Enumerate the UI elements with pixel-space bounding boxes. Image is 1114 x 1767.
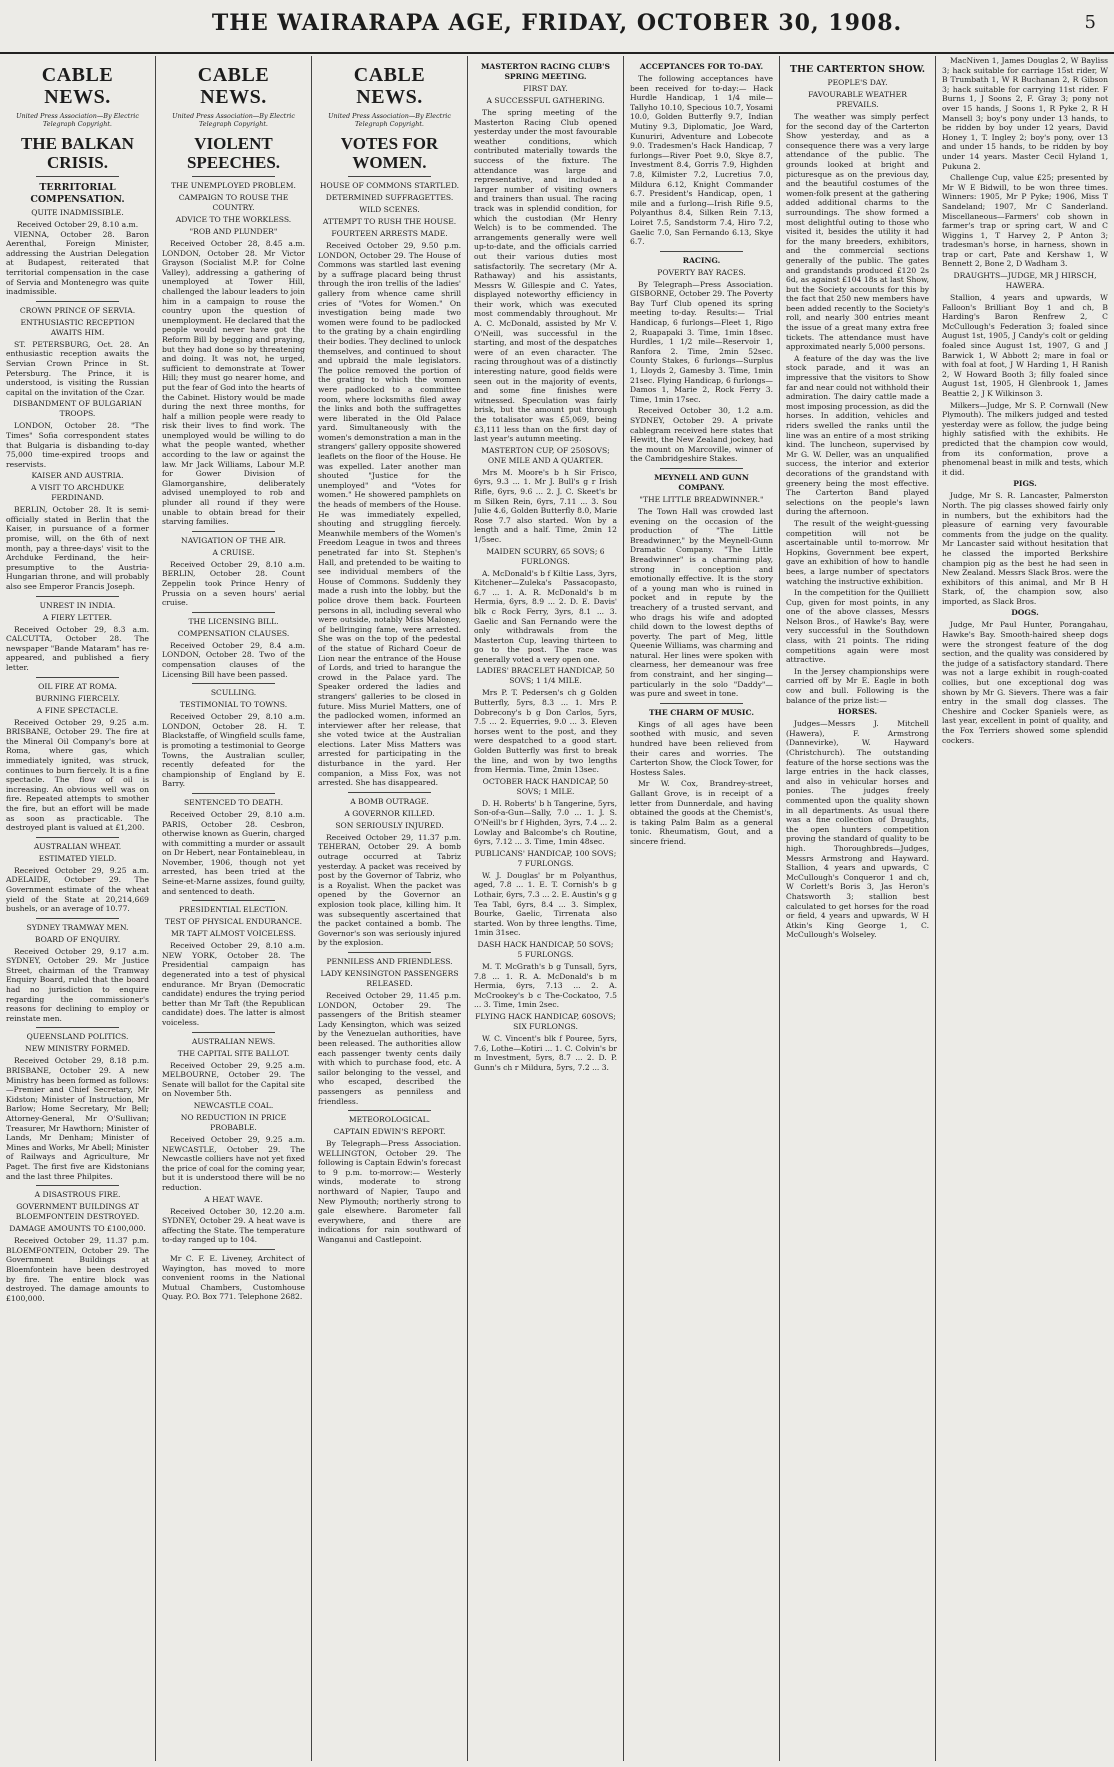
- article-title: THE CARTERTON SHOW.: [789, 64, 926, 75]
- subheading: RACING.: [682, 255, 721, 265]
- article-paragraph: In the competition for the Quilliett Cup, given for most points, in any one of the above classes, Messrs Nelson Bros., of Hawke's Bay, were very successful in the Southdown class, with 21 points. The riding competitions again were most attractive.: [786, 588, 929, 665]
- column-4: [474, 56, 617, 1761]
- article-paragraph: ST. PETERSBURG, Oct. 28. An enthusiastic reception awaits the Servian Crown Prince in St. Petersburg. The Prince, it is understood, is visiting the Russian capital on the invitation of the Czar.: [6, 339, 149, 397]
- article-paragraph: By Telegraph—Press Association. WELLINGTON, October 29. The following is Captain Edwin's forecast to 9 p.m. to-morrow:— Westerly winds, moderate to strong northward of Napier, Taupo and New Plymouth; northerly strong to gale elsewhere. Barometer fall everywhere, and there are indications for rain southward of Wanganui and Castlepoint.: [318, 1139, 461, 1245]
- article-paragraph: Judge, Mr Paul Hunter, Porangahau, Hawke's Bay. Smooth-haired sheep dogs were the strongest feature of the dog section, and the quality was considered by the judge of a satisfactory standard. There was not a large exhibit in rough-coated collies, but one exceptional dog was shown by Mr G. Sievers. There was a fair entry in the small dog classes. The Cheshire and Cocker Spaniels were, as last year, excellent in point of quality, and the Fox Terriers showed some splendid cockers.: [942, 620, 1108, 745]
- divider: [192, 900, 275, 901]
- column-7: [942, 56, 1108, 1761]
- subheading: A SUCCESSFUL GATHERING.: [486, 96, 605, 105]
- subheading: A CRUISE.: [212, 547, 255, 557]
- subheading: A VISIT TO ARCHDUKE FERDINAND.: [30, 483, 125, 503]
- divider: [36, 176, 119, 177]
- subheading: DETERMINED SUFFRAGETTES.: [325, 193, 454, 202]
- subheading: AUSTRALIAN WHEAT.: [33, 841, 122, 851]
- divider: [192, 612, 275, 613]
- article-paragraph: Received October 29, 8.18 p.m. BRISBANE, October 29. A new Ministry has been formed as follows:—Premier and Chief Secretary, Mr Kidston; Minister of Instruction, Mr Barlow; Home Secretary, Mr Bell; Attorney-General, Mr O'Sullivan; Treasurer, Mr Hawthorn; Minister of Lands, Mr Denham; Minister of Mines and Works, Mr Abell; Minister of Railways and Agriculture, Mr Paget. The first five are Kidstonians and the last three Philpites.: [6, 1056, 149, 1181]
- subheading: THE CAPITAL SITE BALLOT.: [177, 1048, 290, 1058]
- divider: [192, 793, 275, 794]
- divider: [36, 301, 119, 302]
- article-paragraph: Received October 29, 11.37 p.m. TEHERAN, October 29. A bomb outrage occurred at Tabriz yesterday. A packet was received by post by the Governor of Tabriz, who is a Royalist. When the packet was opened by the Governor an explosion took place, killing him. It was subsequently ascertained that the packet contained a bomb. The Governor's son was seriously injured by the explosion.: [318, 832, 461, 948]
- article-paragraph: D. H. Roberts' b h Tangerine, 5yrs, Son-of-a-Gun—Sally, 7.0 ... 1. J. S. O'Neill's br f Highden, 3yrs, 7.4 ... 2. Lowlay and Balcombe's ch Routine, 6yrs, 7.12 ... 3. Time, 1min 48sec.: [474, 798, 617, 847]
- column-heading: CABLE NEWS.: [197, 64, 270, 108]
- subheading: AUSTRALIAN NEWS.: [191, 1036, 276, 1046]
- subheading: POVERTY BAY RACES.: [657, 267, 746, 277]
- article-paragraph: Mrs P. T. Pedersen's ch g Golden Butterfly, 5yrs, 8.3 ... 1. Mrs P. Dobrecony's b g Don Carlos, 5yrs, 7.5 ... 2. Equerries, 9.0 ... 3. Eleven horses went to the post, and they were despatched to a good start. Golden Butterfly was first to break the line, and won by two lengths from Hermia. Time, 2min 13sec.: [474, 688, 617, 775]
- article-paragraph: Stallion, 4 years and upwards, W Falloon's Brilliant Boy 1 and ch, B Harding's Baron Renfrew 2, C McCullough's Federation 3; foaled since August 1st, 1905, J Candy's colt or gelding foaled since August 1st, 1907, G and J Barwick 1, W Abbott 2; mare in foal or with foal at foot, J W Harding 1, H Ranish 2, W Howard Booth 3; filly foaled since August 1st, 1905, H Glenbrook 1, James Beattie 2, J K Wilkinson 3.: [942, 293, 1108, 398]
- subheading: A FIERY LETTER.: [42, 612, 113, 622]
- subheading: METEOROLOGICAL.: [348, 1115, 431, 1125]
- subheading: SENTENCED TO DEATH.: [183, 797, 283, 807]
- subheading: LADY KENSINGTON PASSENGERS RELEASED.: [320, 968, 459, 988]
- article-paragraph: W. C. Vincent's blk f Pouree, 5yrs, 7.6, Lothe—Kotiri ... 1. C. Colvin's br m Investment, 5yrs, 8.7 ... 2. D. P. Gunn's ch r Mildura, 5yrs, 7.2 ... 3.: [474, 1033, 617, 1072]
- column-2: [162, 56, 305, 1761]
- divider: [192, 683, 275, 684]
- column-rule: [779, 56, 780, 1761]
- subheading: ADVICE TO THE WORKLESS.: [175, 215, 292, 224]
- subheading: DISBANDMENT OF BULGARIAN TROOPS.: [13, 399, 142, 419]
- subheading: DAMAGE AMOUNTS TO £100,000.: [9, 1224, 146, 1234]
- subheading: FAVOURABLE WEATHER PREVAILS.: [808, 90, 907, 109]
- credit-line: United Press Association—By Electric Telegraph Copyright.: [172, 112, 295, 128]
- subheading: OIL FIRE AT ROMA.: [38, 681, 117, 691]
- column-rule: [155, 56, 156, 1761]
- subheading: ESTIMATED YIELD.: [38, 853, 117, 863]
- subheading: DRAUGHTS—JUDGE, MR J HIRSCH, HAWERA.: [953, 271, 1097, 291]
- divider: [36, 677, 119, 678]
- column-rule: [311, 56, 312, 1761]
- divider: [348, 1110, 431, 1111]
- subheading: FLYING HACK HANDICAP, 60SOVS; SIX FURLONGS.: [475, 1011, 616, 1031]
- article-paragraph: Received October 29, 8.10 a.m. BERLIN, October 28. Count Zeppelin took Prince Henry of Prussia on a seven hours' aerial cruise.: [162, 559, 305, 608]
- article-paragraph: Received October 29, 11.45 p.m. LONDON, October 29. The passengers of the British steamer Lady Kensington, which was seized by the Venezuelan authorities, have been released. The authorities allow each passenger twenty cents daily with which to purchase food, etc. A sailor belonging to the vessel, and who escaped, described the passengers as penniless and friendless.: [318, 990, 461, 1106]
- subheading: "ROB AND PLUNDER": [189, 227, 278, 236]
- subheading: ATTEMPT TO RUSH THE HOUSE.: [322, 217, 457, 226]
- divider: [348, 176, 431, 177]
- subheading: TEST OF PHYSICAL ENDURANCE.: [164, 917, 303, 927]
- article-title: VOTES FOR WOMEN.: [340, 134, 439, 172]
- article-paragraph: Mr W. Cox, Brandrey-street, Gallant Grove, is in receipt of a letter from Dunnerdale, and having obtained the goods at the Chemist's, is taking Palm Balm as a general tonic. Rheumatism, Gout, and a sincere friend.: [630, 779, 773, 846]
- subheading: NEWCASTLE COAL.: [193, 1100, 274, 1110]
- subheading: DASH HACK HANDICAP, 50 SOVS; 5 FURLONGS.: [477, 939, 614, 959]
- subheading: NEW MINISTRY FORMED.: [25, 1044, 130, 1054]
- divider: [192, 1249, 275, 1250]
- subheading: MAIDEN SCURRY, 65 SOVS; 6 FURLONGS.: [486, 546, 605, 566]
- subheading: KAISER AND AUSTRIA.: [31, 471, 124, 481]
- column-5: [630, 56, 773, 1761]
- divider: [348, 952, 431, 953]
- divider: [36, 596, 119, 597]
- divider: [36, 918, 119, 919]
- article-paragraph: Received October 29, 9.25 a.m. MELBOURNE, October 29. The Senate will ballot for the Capital site on November 5th.: [162, 1060, 305, 1099]
- divider: [348, 792, 431, 793]
- divider: [660, 703, 743, 704]
- subheading: HORSES.: [837, 707, 878, 717]
- article-paragraph: The following acceptances have been received for to-day:— Hack Hurdle Handicap, 1 1/4 mile—Tallyho 10.10, Specious 10.7, Yosami 10.0, Golden Butterfly 9.7, Indian Mutiny 9.3, Diplomatic, Joe Ward, Kunuriri, Adventure and Lobecote 9.0. Tradesmen's Hack Handicap, 7 furlongs—River Poet 9.0, Skye 8.7, Investment 8.4, Gorris 7.9, Highden 7.8, Kilmister 7.2, Lucretius 7.0, Mildura 6.12, Knight Commander 6.7. President's Handicap, open, 1 mile and a furlong—Irish Rifle 9.5, Polyanthus 8.4, Silken Rein 7.13, Loiret 7.5, Sandstorm 7.4, Hiro 7.2, Gaelic 7.0, San Fernando 6.13, Skye 6.7.: [630, 74, 773, 247]
- subheading: PEOPLE'S DAY.: [827, 78, 888, 87]
- subheading: OCTOBER HACK HANDICAP, 50 SOVS; 1 MILE.: [482, 776, 609, 796]
- subheading: LADIES' BRACELET HANDICAP, 50 SOVS; 1 1/4 MILE.: [476, 666, 615, 686]
- subheading: FOURTEEN ARRESTS MADE.: [331, 229, 448, 238]
- article-paragraph: Received October 29, 8.3 a.m. CALCUTTA, October 28. The newspaper "Bande Mataram" has re-appeared, and published a fiery letter.: [6, 624, 149, 672]
- article-title: MASTERTON RACING CLUB'S SPRING MEETING.: [481, 62, 610, 81]
- column-6: [786, 56, 929, 1761]
- subheading: QUEENSLAND POLITICS.: [26, 1032, 129, 1042]
- article-paragraph: By Telegraph—Press Association. GISBORNE, October 29. The Poverty Bay Turf Club opened its spring meeting to-day. Results:— Trial Handicap, 6 furlongs—Fleet 1, Rigo 2, Ruapapaki 3. Time, 1min 18sec. Hurdles, 1 1/2 mile—Reservoir 1, Ranfora 2. Time, 2min 52sec. County Stakes, 6 furlongs—Surplus 1, Lloyds 2, Gamesby 3. Time, 1min 21sec. Flying Handicap, 6 furlongs—Damos 1, Marie 2, Rock Ferry 3. Time, 1min 17sec.: [630, 279, 773, 404]
- page-number: 5: [1084, 12, 1096, 33]
- subheading: SON SERIOUSLY INJURED.: [335, 820, 444, 830]
- subheading: CAMPAIGN TO ROUSE THE COUNTRY.: [178, 193, 289, 212]
- column-3: [318, 56, 461, 1761]
- article-paragraph: Received October 29, 8.10 a.m. LONDON, October 28. H. T. Blackstaffe, of Wingfield sculls fame, is promoting a testimonial to George Towns, the Australian sculler, recently defeated for the championship of England by E. Barry.: [162, 712, 305, 789]
- article-paragraph: Kings of all ages have been soothed with music, and seven hundred have been relieved from their cares and worries. The Carterton Show, the Clock Tower, for Hostess Sales.: [630, 719, 773, 777]
- article-title: VIOLENT SPEECHES.: [186, 134, 281, 172]
- subheading: THE CHARM OF MUSIC.: [649, 707, 754, 717]
- article-title: ACCEPTANCES FOR TO-DAY.: [639, 62, 764, 71]
- article-paragraph: Mrs M. Moore's b h Sir Frisco, 6yrs, 9.3 ... 1. Mr J. Bull's g r Irish Rifle, 6yrs, 9.6 ... 2. J. C. Skeet's br m Silken Rein, 6yrs, 7.11 ... 3. Sou Julie 4.6, Golden Butterfly 8.0, Marie Rose 7.7 also started. Won by a length and a half. Time, 2min 12 1/5sec.: [474, 467, 617, 544]
- divider: [36, 1185, 119, 1186]
- article-paragraph: In the Jersey championships were carried off by Mr E. Eagle in both cow and bull. Following is the balance of the prize list:—: [786, 666, 929, 705]
- subheading: PIGS.: [1013, 479, 1037, 489]
- subheading: CROWN PRINCE OF SERVIA.: [19, 305, 136, 315]
- subheading: COMPENSATION CLAUSES.: [177, 628, 290, 638]
- subheading: ENTHUSIASTIC RECEPTION AWAITS HIM.: [20, 317, 135, 337]
- subheading: A GOVERNOR KILLED.: [344, 808, 435, 818]
- article-paragraph: A feature of the day was the live stock parade, and it was an impressive that the visitors to Show far and near could not withhold their admiration. The dairy cattle made a most imposing procession, as did the horses. In addition, vehicles and riders swelled the ranks until the line was an entire of a most striking kind. The luncheon, supervised by Mr G. W. Deller, was an unqualified success, the interior and exterior decorations of the grandstand with greenery being the most effective. The Carterton Band played selections on the people's lawn during the afternoon.: [786, 353, 929, 517]
- subheading: DOGS.: [1011, 608, 1039, 618]
- subheading: TESTIMONIAL TO TOWNS.: [179, 700, 288, 710]
- article-paragraph: Received October 30, 1.2 a.m. SYDNEY, October 29. A private cablegram received here states that Hewitt, the New Zealand jockey, had the mount on Marcoville, winner of the Cambridgeshire Stakes.: [630, 406, 773, 464]
- subheading: BOARD OF ENQUIRY.: [34, 934, 121, 944]
- article-paragraph: Received October 28, 8.45 a.m. LONDON, October 28. Mr Victor Grayson (Socialist M.P. for Colne Valley), addressing a gathering of unemployed at Tower Hill, challenged the labour leaders to join him in a campaign to rouse the country upon the question of unemployment. He declared that the people would never have got the Reform Bill by begging and praying, but they had done so by threatening and doing. It was not, he urged, sufficient to demonstrate at Tower Hill; they must go nearer home, and put the fear of God into the hearts of the Cabinet. History would be made during the next three months, for half a million people were ready to risk their lives to find work. The unemployed would be willing to do what the people wanted, whether according to the law or against the law. Mr Jack Williams, Labour M.P. for Gower Division of Glamorganshire, deliberately advised unemployed to rob and plunder all round if they were unable to obtain bread for their starving families.: [162, 239, 305, 527]
- column-rule: [623, 56, 624, 1761]
- article-paragraph: Received October 29, 8.4 a.m. LONDON, October 28. Two of the compensation clauses of the Licensing Bill have been passed.: [162, 640, 305, 679]
- column-1: [6, 56, 149, 1761]
- divider: [36, 1027, 119, 1028]
- divider: [192, 176, 275, 177]
- column-rule: [935, 56, 936, 1761]
- article-paragraph: Judges—Messrs J. Mitchell (Hawera), F. Armstrong (Dannevirke), W. Hayward (Christchurch). The outstanding feature of the horse sections was the large entries in the hack classes, and also in vehicular horses and ponies. The judges freely commented upon the quality shown in all departments. As usual there was a fine collection of Draughts, the open hunters competition proving the standard of quality to be high. Thoroughbreds—Judges, Messrs Armstrong and Hayward. Stallion, 4 years and upwards, C McCullough's Conqueror 1 and ch, W Corlett's Boris 3, Jas Heron's Chatsworth 3; stallion best calculated to get horses for the road or field, 4 years and upwards, W H Atkin's King George 1, C. McCullough's Wolseley.: [786, 719, 929, 940]
- article-paragraph: Received October 29, 8.10 a.m. NEW YORK, October 28. The Presidential campaign has degenerated into a test of physical endurance. Mr Bryan (Democratic candidate) endures the trying period better than Mr Taft (the Republican candidate) does. The latter is almost voiceless.: [162, 941, 305, 1027]
- article-paragraph: BERLIN, October 28. It is semi-officially stated in Berlin that the Kaiser, in pursuance of a former promise, will, on the 6th of next month, pay a three-days' visit to the Archduke Ferdinand, the heir-presumptive to the Austria-Hungarian throne, and will probably also see Emperor Francis Joseph.: [6, 505, 149, 592]
- subheading: SCULLING.: [210, 688, 257, 698]
- subheading: NO REDUCTION IN PRICE PROBABLE.: [180, 1112, 287, 1132]
- column-rule: [467, 56, 468, 1761]
- subheading: THE UNEMPLOYED PROBLEM.: [171, 181, 296, 190]
- subheading: MR TAFT ALMOST VOICELESS.: [171, 929, 296, 939]
- article-paragraph: Judge, Mr S. R. Lancaster, Palmerston North. The pig classes showed fairly only in numbers, but the exhibitors had the pleasure of earning very favourable comments from the judge on the quality. Mr Lancaster said without hesitation that he classed the imported Berkshire champion pig as the best he had seen in New Zealand. Messrs Slack Bros. were the exhibitors of this animal, and Mr B H Stark, of, the champion sow, also imported, as Slack Bros.: [942, 491, 1108, 606]
- dateline: Received October 29, 8.10 a.m.: [16, 220, 139, 229]
- article-paragraph: The result of the weight-guessing competition will not be ascertainable until to-morrow. Mr Hopkins, Government bee expert, gave an exhibition of how to handle bees, a large number of spectators watching the instructive exhibition.: [786, 518, 929, 586]
- article-paragraph: Received October 29, 8.10 a.m. PARIS, October 28. Cesbron, otherwise known as Guerin, charged with committing a murder or assault on Dr Hebert, near Fontainebleau, in November, 1906, though not yet arrested, has been tried at the Seine-et-Marne assizes, found guilty, and sentenced to death.: [162, 809, 305, 896]
- subheading: A BOMB OUTRAGE.: [350, 796, 429, 806]
- article-paragraph: Milkers—Judge, Mr S. P. Cornwall (New Plymouth). The milkers judged and tested yesterday were as follow, the judge being highly satisfied with the exhibits. He predicted that the champion cow would, from its conformation, prove a phenomenal beast in milk and tests, which it did.: [942, 400, 1108, 477]
- article-paragraph: Received October 29, 9.50 p.m. LONDON, October 29. The House of Commons was startled last evening by a suffrage placard being thrust through the iron trellis of the ladies' gallery from whence came shrill cries of "Votes for Women." On investigation being made two women were found to be padlocked to the grating by a chain engirdling their bodies. They declined to unlock themselves, and continued to shout and upbraid the male legislators. The police removed the portion of the grating to which the women were padlocked to a committee room, where locksmiths filed away the links and both the suffragettes were liberated in the Old Palace yard. Simultaneously with the women's demonstration a man in the strangers' gallery opposite showered leaflets on the floor of the House. He was expelled. Later another man shouted "Justice for the unemployed" and "Votes for women." He showered pamphlets on the heads of members of the House. He was immediately expelled, shouting and struggling fiercely. Meanwhile members of the Women's Freedom League in twos and threes penetrated far into St. Stephen's Hall, and pretended to be waiting to see individual members of the House of Commons. Suddenly they made a rush into the lobby, but the police drove them back. Fourteen persons in all, including several who were outside, notably Miss Maloney, of bellringing fame, were arrested. She was on the top of the pedestal of the statue of Richard Coeur de Lion near the entrance of the House of Lords, and tried to harangue the crowd in the Palace yard. The Speaker ordered the ladies and strangers' galleries to be closed in future. Miss Muriel Matters, one of the padlocked women, informed an interviewer after her release, that she voted twice at the Australian elections. Later Miss Matters was arrested for participating in the disturbance in the yard. Her companion, a Miss Fox, was not arrested. She has disappeared.: [318, 241, 461, 788]
- masthead: [0, 0, 1114, 54]
- article-paragraph: VIENNA, October 28. Baron Aerenthal, Foreign Minister, addressing the Austrian Delegation at Budapest, reiterated that territorial compensation in the case of Servia and Montenegro was quite inadmissible.: [6, 229, 149, 297]
- article-paragraph: The Town Hall was crowded last evening on the occasion of the production of "The Little Breadwinner," by the Meynell-Gunn Dramatic Company. "The Little Breadwinner" is a charming play, strong in conception and emotionally effective. It is the story of a young man who is ruined in pocket and in repute by the treachery of a trusted servant, and who drags his wife and adopted child down to the lowest depths of poverty. The part of Meg, little Queenie Williams, was charming and natural. Her lines were spoken with clearness, her demeanour was free from constraint, and her singing—particularly in the solo "Daddy"—was pure and sweet in tone.: [630, 506, 773, 699]
- subheading: "THE LITTLE BREADWINNER.": [639, 494, 764, 504]
- subheading: A FINE SPECTACLE.: [36, 705, 119, 715]
- article-paragraph: A. McDonald's b f Kiltie Lass, 3yrs, Kitchener—Zuleka's Passacopasto, 6.7 ... 1. A. R. McDonald's b m Hermia, 6yrs, 8.9 ... 2. D. E. Davis' blk c Rock Ferry, 3yrs, 8.1 ... 3. Gaelic and San Fernando were the only withdrawals from the Masterton Cup, leaving thirteen to go to the post. The race was generally voted a very open one.: [474, 568, 617, 664]
- subheading: PUBLICANS' HANDICAP, 100 SOVS; 7 FURLONGS.: [474, 848, 617, 868]
- article-paragraph: The spring meeting of the Masterton Racing Club opened yesterday under the most favourable weather conditions, which contributed materially towards the success of the fixture. The attendance was large and representative, and included a larger number of visiting owners and trainers than usual. The racing track was in splendid condition, for which the custodian (Mr Henry Welch) is to be commended. The arrangements generally were well up-to-date, and the officials carried out their various duties most satisfactorily. The secretary (Mr A. Rathaway) and his assistants, Messrs W. Gillespie and C. Yates, displayed noteworthy efficiency in their work, which was executed most commendably throughout. Mr A. C. McDonald, assisted by Mr V. O'Neill, was successful in the starting, and most of the despatches were of an even character. The racing throughout was of a distinctly interesting nature, good fields were seen out in the majority of events, and some fine finishes were witnessed. Speculation was fairly brisk, but the amount put through the totalisator was £5,069, being £3,111 less than on the first day of last year's autumn meeting.: [474, 108, 617, 444]
- article-title: THE BALKAN CRISIS.: [21, 134, 134, 172]
- divider: [660, 468, 743, 469]
- subheading: NAVIGATION OF THE AIR.: [181, 535, 286, 545]
- article-paragraph: Received October 29, 9.25 a.m. ADELAIDE, October 29. The Government estimate of the wheat yield of the State at 20,214,669 bushels, or an average of 10.77.: [6, 865, 149, 914]
- divider: [660, 251, 743, 252]
- article-paragraph: MacNiven 1, James Douglas 2, W Bayliss 3; hack suitable for carriage 15st rider, W B Trumbath 1, W R Buchanan 2, R Gibson 3; hack suitable for carrying 11st rider. F Burns 1, J Soons 2, F. Gray 3; pony not over 15 hands, J Soons 1, R Pyke 2, R H Mansell 3; boy's pony under 13 hands, to be ridden by boy under 12 years, David Honey 1, T. Ingley 2; boy's pony, over 13 and under 15 hands, to be ridden by boy under 14 years. Master Cecil Hyland 1, Pukuna 2.: [942, 56, 1108, 171]
- article-paragraph: Received October 29, 9.25 a.m. BRISBANE, October 29. The fire at the Mineral Oil Company's bore at Roma, where gas, which immediately ignited, was struck, continues to burn fiercely. It is a fine spectacle. The flow of oil is increasing. An obvious well was on fire. Repeated attempts to smother the fire, but an effort will be made as soon as practicable. The destroyed plant is valued at £1,200.: [6, 717, 149, 833]
- masthead-title: THE WAIRARAPA AGE, FRIDAY, OCTOBER 30, 1908.: [211, 10, 903, 36]
- subheading: A HEAT WAVE.: [204, 1194, 263, 1204]
- subheading: TERRITORIAL COMPENSATION.: [30, 182, 125, 205]
- subheading: MASTERTON CUP, OF 250SOVS; ONE MILE AND A QUARTER.: [481, 445, 610, 465]
- subheading: PENNILESS AND FRIENDLESS.: [326, 956, 453, 966]
- article-paragraph: Challenge Cup, value £25; presented by Mr W E Bidwill, to be won three times. Winners: 1905, Mr P Pyke; 1906, Miss T Sandeland; 1907, Mr C Sanderland. Miscellaneous—Farmers' cob shown in farmer's trap or spring cart, W and C Wiggins 1, T Harvey 2, P Anton 3; tradesman's horse, in harness, shown in trap or cart, Pate and Kershaw 1, W Bennett 2, Bone 2, D Wadham 3.: [942, 173, 1108, 269]
- subheading: THE LICENSING BILL.: [188, 616, 279, 626]
- subheading: FIRST DAY.: [523, 84, 568, 93]
- advertisement-paragraph: Mr C. F. E. Liveney, Architect of Wayington, has moved to more convenient rooms in the National Mutual Chambers, Customhouse Quay. P.O. Box 771. Telephone 2682.: [162, 1253, 305, 1302]
- subheading: MEYNELL AND GUNN COMPANY.: [654, 472, 749, 492]
- subheading: WILD SCENES.: [359, 205, 420, 214]
- subheading: QUITE INADMISSIBLE.: [31, 208, 124, 217]
- article-paragraph: LONDON, October 28. "The Times" Sofia correspondent states that Bulgaria is disbanding to-day 75,000 time-expired troops and reservists.: [6, 421, 149, 469]
- article-paragraph: Received October 29, 11.37 p.m. BLOEMFONTEIN, October 29. The Government Buildings at Bloemfontein have been destroyed by fire. The entire block was destroyed. The damage amounts to £100,000.: [6, 1236, 149, 1303]
- divider: [36, 837, 119, 838]
- article-paragraph: Received October 29, 9.17 a.m. SYDNEY, October 29. Mr Justice Street, chairman of the Tramway Enquiry Board, ruled that the board had no jurisdiction to enquire regarding the commissioner's reasons for declining to employ or reinstate men.: [6, 946, 149, 1023]
- subheading: A DISASTROUS FIRE.: [34, 1190, 121, 1200]
- subheading: GOVERNMENT BUILDINGS AT BLOEMFONTEIN DESTROYED.: [15, 1202, 140, 1222]
- subheading: HOUSE OF COMMONS STARTLED.: [319, 181, 460, 190]
- column-heading: CABLE NEWS.: [353, 64, 426, 108]
- divider: [192, 1032, 275, 1033]
- divider: [192, 531, 275, 532]
- subheading: CAPTAIN EDWIN'S REPORT.: [333, 1127, 446, 1137]
- article-paragraph: Received October 29, 9.25 a.m. NEWCASTLE, October 29. The Newcastle colliers have not yet fixed the price of coal for the coming year, but it is understood there will be no reduction.: [162, 1134, 305, 1192]
- subheading: BURNING FIERCELY.: [35, 693, 120, 703]
- column-heading: CABLE NEWS.: [41, 64, 114, 108]
- article-paragraph: The weather was simply perfect for the second day of the Carterton Show yesterday, and as a consequence there was a very large attendance of the public. The grounds looked at bright and picturesque as on the previous day, and the beautiful costumes of the women-folk present at the gathering added additional charms to the surroundings. The show formed a most delightful outing to those who visited it, besides the utility it had for the many breeders, exhibitors, and the commercial sections generally of the public. The gates and grandstands produced £120 2s 6d, as against £104 18s at last Show, but the Society accounts for this by the fact that 250 new members have been added recently to the Society's roll, and nearly 300 entries meant the issue of a great many extra free tickets. The attendance must have approximated nearly 5,000 persons.: [786, 112, 929, 352]
- subheading: SYDNEY TRAMWAY MEN.: [26, 922, 129, 932]
- credit-line: United Press Association—By Electric Telegraph Copyright.: [328, 112, 451, 128]
- subheading: UNREST IN INDIA.: [39, 600, 116, 610]
- article-paragraph: M. T. McGrath's b g Tunsall, 5yrs, 7.8 ... 1. R. A. McDonald's b m Hermia, 6yrs, 7.13 ... 2. A. McCrookey's b c The-Cockatoo, 7.5 ... 3. Time, 1min 2sec.: [474, 961, 617, 1010]
- subheading: PRESIDENTIAL ELECTION.: [179, 905, 288, 915]
- article-paragraph: W. J. Douglas' br m Polyanthus, aged, 7.8 ... 1. E. T. Cornish's b g Lothair, 6yrs, 7.3 ... 2. E. Austin's g g Tea Tabl, 6yrs, 8.4 ... 3. Simplex, Bourke, Gaelic, Tirrenata also started. Won by three lengths. Time, 1min 31sec.: [474, 870, 617, 938]
- article-paragraph: Received October 30, 12.20 a.m. SYDNEY, October 29. A heat wave is affecting the State. The temperature to-day ranged up to 104.: [162, 1206, 305, 1245]
- credit-line: United Press Association—By Electric Telegraph Copyright.: [16, 112, 139, 128]
